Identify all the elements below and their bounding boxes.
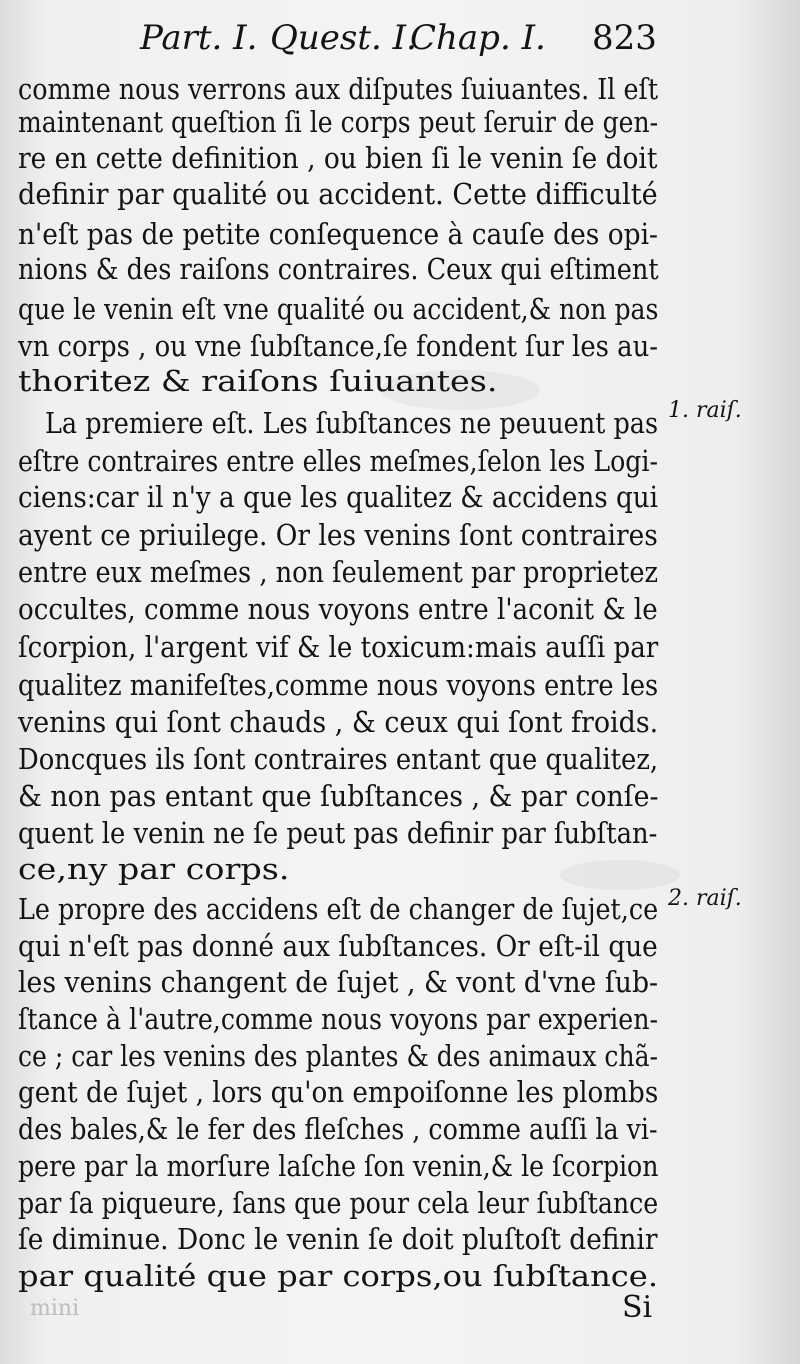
- text-line: gent de ſujet , lors qu'on empoiſonne les plombs: [18, 1075, 659, 1109]
- text-line: definir par qualité ou accident. Cette difficulté: [18, 177, 658, 211]
- text-line: Le propre des accidens eſt de changer de ſujet,ce: [18, 892, 659, 926]
- text-line: Doncques ils ſont contraires entant que qualitez,: [18, 742, 659, 776]
- paper-stain: [560, 860, 680, 890]
- text-line: La premiere eſt. Les ſubſtances ne peuuent pas: [45, 406, 659, 440]
- text-line: pere par la morſure laſche ſon venin,& le ſcorpion: [18, 1149, 659, 1183]
- margin-note-1: 1. raiſ.: [668, 398, 742, 423]
- text-line: par qualité que par corps,ou ſubſtance.: [18, 1259, 659, 1293]
- text-line: les venins changent de ſujet , & vont d'vne ſub-: [18, 965, 659, 999]
- header-part: Part. I.: [140, 18, 258, 58]
- show-through-text: mini: [30, 1296, 80, 1321]
- running-header: [0, 18, 800, 68]
- catchword: Si: [622, 1290, 653, 1325]
- text-line: ce,ny par corps.: [18, 852, 290, 886]
- text-line: quent le venin ne ſe peut pas definir par ſubſtan-: [18, 816, 658, 850]
- text-line: entre eux meſmes , non ſeulement par proprietez: [18, 555, 658, 589]
- text-line: par ſa piqueure, ſans que pour cela leur ſubſtance: [18, 1186, 659, 1220]
- text-line: n'eſt pas de petite conſequence à cauſe des opi-: [18, 217, 658, 251]
- text-line: re en cette definition , ou bien ſi le venin ſe doit: [18, 141, 658, 175]
- text-line: eſtre contraires entre elles meſmes,ſelon les Logi-: [18, 444, 659, 478]
- text-line: ſcorpion, l'argent vif & le toxicum:mais auſſi par: [18, 630, 659, 664]
- text-line: ciens:car il n'y a que les qualitez & accidens qui: [18, 480, 659, 514]
- text-line: occultes, comme nous voyons entre l'aconit & le: [18, 592, 658, 626]
- text-line: ayent ce priuilege. Or les venins ſont contraires: [18, 518, 658, 552]
- text-line: maintenant queſtion ſi le corps peut ſeruir de gen-: [18, 105, 659, 139]
- margin-note-2: 2. raiſ.: [668, 886, 742, 911]
- header-chapter: Chap. I.: [410, 18, 546, 58]
- text-line: ſe diminue. Donc le venin ſe doit pluſtoſt definir: [18, 1222, 658, 1256]
- text-line: qualitez manifeſtes,comme nous voyons entre les: [18, 668, 659, 702]
- text-line: & non pas entant que ſubſtances , & par conſe-: [18, 779, 659, 813]
- text-line: ce ; car les venins des plantes & des animaux chã-: [18, 1039, 658, 1073]
- text-line: thoritez & raiſons ſuiuantes.: [18, 364, 498, 398]
- text-line: nions & des raiſons contraires. Ceux qui eſtiment: [18, 252, 659, 286]
- text-line: que le venin eſt vne qualité ou accident,& non pas: [18, 292, 659, 326]
- text-line: vn corps , ou vne ſubſtance,ſe fondent ſur les au-: [18, 329, 659, 363]
- text-line: ſtance à l'autre,comme nous voyons par experien-: [18, 1002, 659, 1036]
- text-line: venins qui ſont chauds , & ceux qui ſont froids.: [18, 705, 659, 739]
- page-number: 823: [592, 18, 657, 58]
- text-line: comme nous verrons aux diſputes ſuiuantes. Il eſt: [18, 72, 659, 106]
- header-question: Quest. I.: [270, 18, 417, 58]
- text-line: qui n'eſt pas donné aux ſubſtances. Or eſt-il que: [18, 929, 658, 963]
- text-line: des bales,& le fer des fleſches , comme auſſi la vi-: [18, 1112, 658, 1146]
